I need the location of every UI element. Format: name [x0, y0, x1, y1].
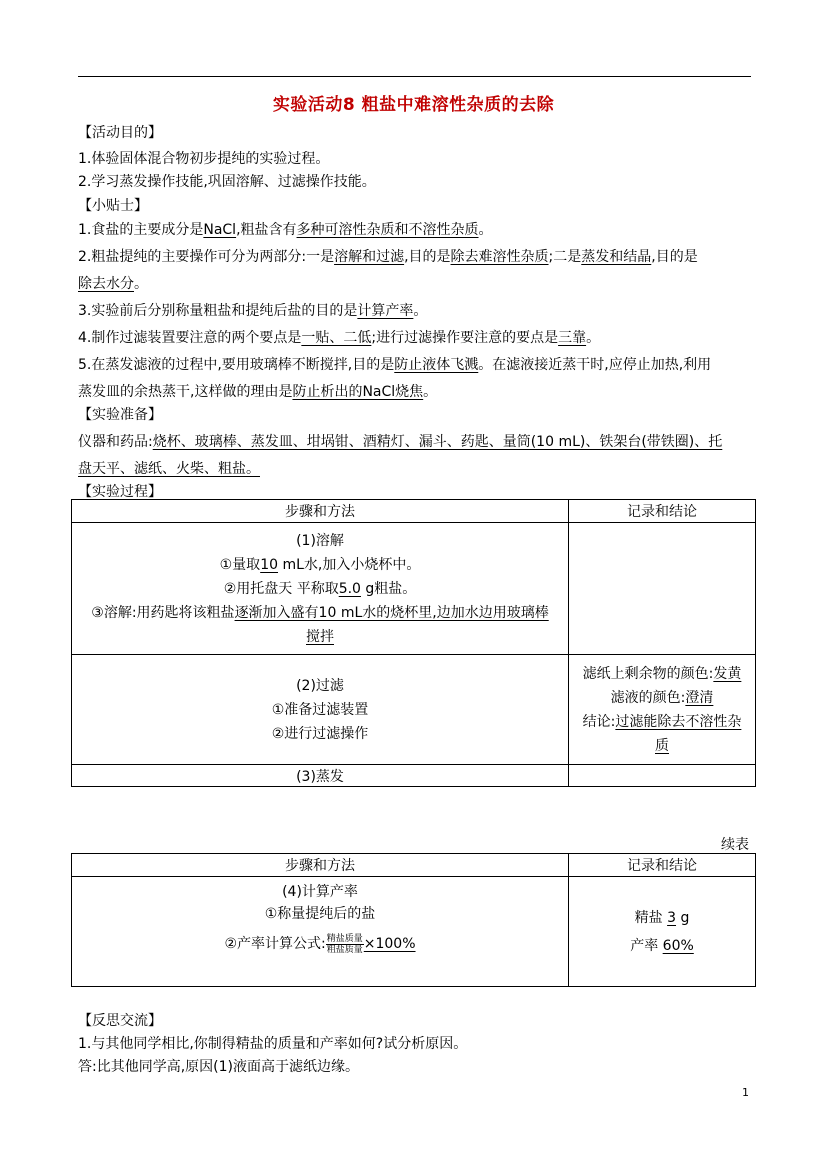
yield-results — [569, 877, 756, 987]
filter-steps — [72, 655, 569, 765]
filter-result-3 — [569, 710, 755, 734]
tip-5-answer-1: 防止液体飞溅 — [394, 357, 479, 373]
reflect-question: 1.与其他同学相比,你制得精盐的质量和产率如何?试分析原因。 — [78, 1036, 468, 1052]
prep-answer-1: 烧杯、玻璃棒、蒸发皿、坩埚钳、酒精灯、漏斗、药匙、量筒(10 mL)、铁架台(带铁圈)、托 — [152, 434, 723, 450]
tip-2-text-3: ;二是 — [548, 249, 582, 265]
filter-result-4-answer: 质 — [655, 737, 669, 754]
dissolve-step-1-end: mL水,加入小烧杯中。 — [278, 556, 421, 573]
tip-2-answer-2: 除去难溶性杂质 — [450, 249, 549, 265]
filter-result-4 — [569, 734, 755, 758]
dissolve-step-3-answer-2: 搅拌 — [306, 628, 334, 645]
filter-step-2: ②进行过滤操作 — [271, 725, 369, 742]
tip-2-answer-4: 除去水分 — [78, 276, 134, 292]
yield-result-1-label: 精盐 — [634, 909, 663, 926]
tip-4-end: 。 — [586, 330, 601, 346]
dissolve-step-3-text: ③溶解:用药匙将该粗盐 — [91, 604, 235, 621]
dissolve-step-2 — [72, 577, 568, 601]
tip-5-answer-2: 防止析出的NaCl烧焦 — [292, 384, 424, 400]
dissolve-step-3-answer: 逐渐加入盛有10 mL水的烧杯里,边加水边用玻璃棒 — [234, 604, 549, 621]
table-header-row — [72, 500, 756, 523]
header-steps: 步骤和方法 — [72, 500, 569, 523]
yield-step-1: ①称量提纯后的盐 — [264, 906, 376, 922]
filter-result-1-answer: 发黄 — [713, 665, 742, 682]
filter-title: (2)过滤 — [296, 677, 344, 694]
filter-result-1 — [569, 662, 755, 686]
table-row — [72, 877, 756, 987]
evaporate-title: (3)蒸发 — [72, 765, 569, 787]
dissolve-steps — [72, 523, 569, 655]
dissolve-step-3-cont — [72, 625, 568, 649]
yield-result-2 — [569, 932, 755, 960]
reflect-heading: 【反思交流】 — [78, 1013, 162, 1029]
tip-1 — [78, 219, 493, 239]
purpose-item-1: 1.体验固体混合物初步提纯的实验过程。 — [78, 151, 330, 167]
tip-4-text: 4.制作过滤装置要注意的两个要点是 — [78, 330, 302, 346]
dissolve-step-2-end: g粗盐。 — [360, 580, 417, 597]
table-row — [72, 765, 756, 787]
tip-3-answer: 计算产率 — [357, 303, 414, 319]
tip-1-answer-1: NaCl — [203, 222, 237, 238]
tip-2-text-4: ,目的是 — [651, 249, 698, 265]
header-results: 记录和结论 — [569, 854, 756, 877]
filter-result-2 — [569, 686, 755, 710]
page-title: 实验活动8 粗盐中难溶性杂质的去除 — [272, 95, 555, 115]
tip-5-end: 。 — [423, 384, 438, 400]
dissolve-title: (1)溶解 — [296, 532, 344, 549]
header-rule — [78, 76, 751, 77]
continued-label: 续表 — [721, 837, 749, 853]
purpose-heading: 【活动目的】 — [78, 125, 162, 141]
tip-1-answer-2: 多种可溶性杂质和不溶性杂质 — [296, 222, 479, 238]
tip-5-text-2: 。在滤液接近蒸干时,应停止加热,利用 — [478, 357, 712, 373]
tip-2 — [78, 246, 698, 266]
prep-label: 仪器和药品: — [78, 434, 153, 450]
reflect-answer: 答:比其他同学高,原因(1)液面高于滤纸边缘。 — [78, 1059, 359, 1075]
tip-1-text-2: ,粗盐含有 — [236, 222, 297, 238]
filter-results — [569, 655, 756, 765]
yield-title: (4)计算产率 — [282, 884, 358, 900]
yield-result-2-answer: 60% — [662, 937, 694, 954]
dissolve-step-2-text: ②用托盘天 平称取 — [223, 580, 339, 597]
dissolve-step-1-answer: 10 — [260, 556, 279, 573]
dissolve-results — [569, 523, 756, 655]
prep-answer-2: 盘天平、滤纸、火柴、粗盐。 — [78, 461, 260, 477]
filter-result-2-text: 滤液的颜色: — [610, 689, 686, 706]
prep-line-1 — [78, 431, 722, 451]
prep-heading: 【实验准备】 — [78, 407, 162, 423]
tip-1-end: 。 — [478, 222, 493, 238]
yield-formula — [72, 933, 568, 955]
yield-result-1-unit: g — [676, 909, 690, 926]
yield-formula-label: ②产率计算公式: — [224, 936, 326, 952]
yield-steps — [72, 877, 569, 987]
filter-result-2-answer: 澄清 — [685, 689, 714, 706]
tip-2-answer-1: 溶解和过滤 — [334, 249, 405, 265]
yield-fraction — [326, 934, 364, 955]
dissolve-step-3 — [72, 601, 568, 625]
tip-1-text: 1.食盐的主要成分是 — [78, 222, 204, 238]
experiment-table — [71, 499, 756, 787]
tip-5 — [78, 354, 711, 374]
yield-result-1 — [569, 904, 755, 932]
purpose-item-2: 2.学习蒸发操作技能,巩固溶解、过滤操作技能。 — [78, 174, 376, 190]
yield-formula-end: ×100% — [363, 936, 416, 952]
table-row — [72, 655, 756, 765]
dissolve-step-2-answer: 5.0 — [338, 580, 361, 597]
tip-2-text: 2.粗盐提纯的主要操作可分为两部分:一是 — [78, 249, 335, 265]
fraction-numerator: 精盐质量 — [326, 933, 363, 944]
dissolve-step-1-text: ①量取 — [219, 556, 261, 573]
tip-5-cont — [78, 381, 437, 401]
prep-line-2 — [78, 458, 260, 478]
filter-result-1-text: 滤纸上剩余物的颜色: — [582, 665, 714, 682]
yield-result-2-label: 产率 — [630, 937, 659, 954]
header-results: 记录和结论 — [569, 500, 756, 523]
tip-4-answer-1: 一贴、二低 — [301, 330, 372, 346]
tip-2-answer-3: 蒸发和结晶 — [581, 249, 652, 265]
tip-2-text-2: ,目的是 — [404, 249, 451, 265]
tip-5-text: 5.在蒸发滤液的过程中,要用玻璃棒不断搅拌,目的是 — [78, 357, 395, 373]
dissolve-step-1 — [72, 553, 568, 577]
yield-result-1-answer: 3 — [667, 909, 677, 926]
yield-table — [71, 853, 756, 987]
fraction-denominator: 粗盐质量 — [326, 944, 363, 955]
tips-heading: 【小贴士】 — [78, 198, 148, 214]
tip-3-text: 3.实验前后分别称量粗盐和提纯后盐的目的是 — [78, 303, 358, 319]
tip-4 — [78, 327, 600, 347]
tip-3-end: 。 — [413, 303, 428, 319]
page-number: 1 — [742, 1086, 749, 1099]
table-header-row — [72, 854, 756, 877]
evaporate-results — [569, 765, 756, 787]
table-row — [72, 523, 756, 655]
tip-2-cont — [78, 273, 148, 293]
tip-2-end: 。 — [134, 276, 148, 292]
filter-result-3-answer: 过滤能除去不溶性杂 — [615, 713, 742, 730]
header-steps: 步骤和方法 — [72, 854, 569, 877]
filter-result-3-text: 结论: — [582, 713, 616, 730]
tip-4-text-2: ;进行过滤操作要注意的要点是 — [371, 330, 559, 346]
tip-3 — [78, 300, 427, 320]
filter-step-1: ①准备过滤装置 — [271, 701, 369, 718]
tip-5-text-3: 蒸发皿的余热蒸干,这样做的理由是 — [78, 384, 293, 400]
tip-4-answer-2: 三靠 — [558, 330, 587, 346]
process-heading: 【实验过程】 — [78, 484, 162, 500]
